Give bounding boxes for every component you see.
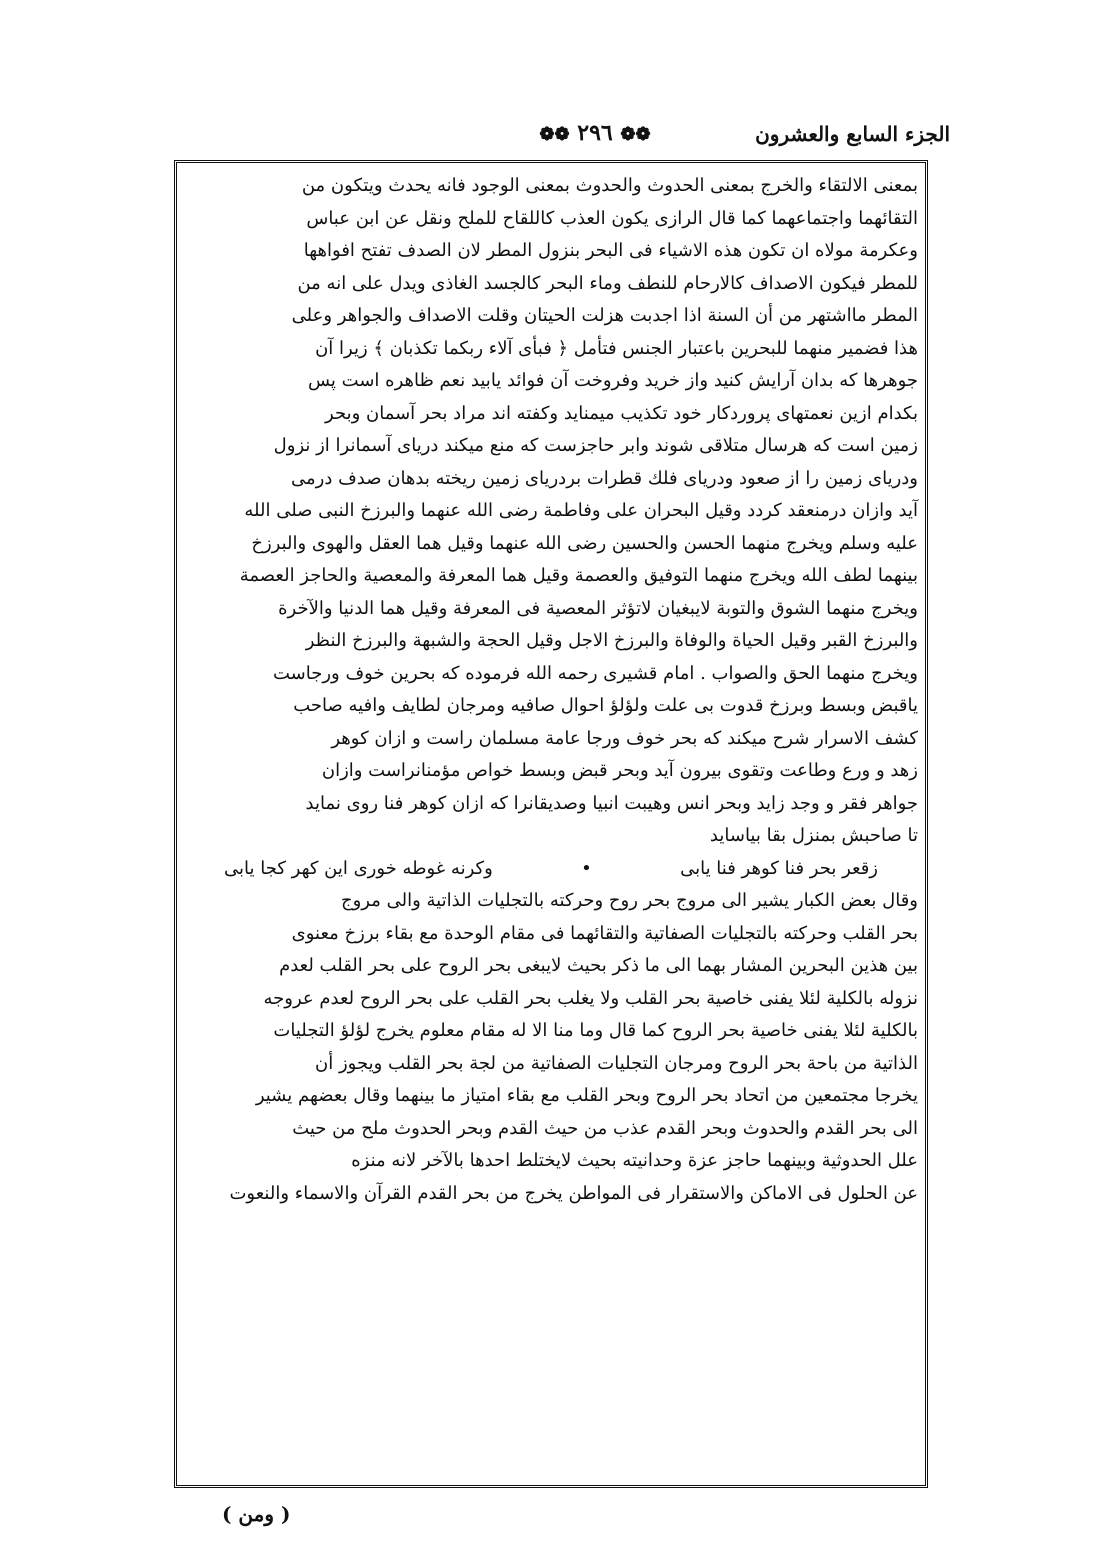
page-header [170,118,950,158]
catchword: ( ومن ) [222,1502,291,1526]
text-line: جوهرها كه بدان آرايش كنيد واز خريد وفروخت آن فوائد يابيد نعم ظاهره است پس [307,370,918,391]
hemistich-left: وكرنه غوطه خورى اين كهر كجا يابى [224,857,493,879]
text-line: جواهر فقر و وجد زايد وبحر انس وهيبت انبيا وصديقانرا كه ازان كوهر فنا روى نمايد [305,792,918,814]
text-line: وعكرمة مولاه ان تكون هذه الاشياء فى البحر بنزول المطر لان الصدف تفتح افواهها [303,240,918,261]
text-line: زهد و ورع وطاعت وتقوى بيرون آيد وبحر قبض وبسط خواص مؤمنانراست وازان [321,760,918,781]
verse-separator: • [581,857,592,879]
text-line: ياقبض وبسط وبرزخ قدوت بى علت ولؤلؤ احوال صافيه ومرجان لطايف وافيه صاحب [293,695,918,716]
text-line: علل الحدوثية وبينهما حاجز عزة وحدانيته بحيث لايختلط احدها بالآخر لانه منزه [351,1150,918,1171]
poem-verse [184,853,918,886]
text-line: زمين است كه هرسال متلاقى شوند وابر حاجزست كه منع ميكند درياى آسمانرا از نزول [273,435,918,456]
text-line: ويخرج منهما الشوق والتوبة لايبغيان لاتؤثر المعصية فى المعرفة وقيل هما الدنيا والآخرة [278,597,918,619]
page-number [510,120,680,146]
text-line: التقائهما واجتماعهما كما قال الرازى يكون العذب كاللقاح للملح ونقل عن ابن عباس [306,207,918,229]
text-line: كشف الاسرار شرح ميكند كه بحر خوف ورجا عامة مسلمان راست و ازان كوهر [331,727,918,749]
text-line: عن الحلول فى الاماكن والاستقرار فى المواطن يخرج من بحر القدم القرآن والاسماء والنعوت [229,1182,918,1204]
ornament-right-icon: ❁❁ [539,124,570,145]
text-line: بكدام ازين نعمتهاى پروردكار خود تكذيب ميمنايد وكفته اند مراد بحر آسمان وبحر [325,402,918,424]
text-line: بمعنى الالتقاء والخرج بمعنى الحدوث والحدوث بمعنى الوجود فانه يحدث ويتكون من [301,175,918,196]
text-line: بالكلية لئلا يفنى خاصية بحر الروح كما قال وما منا الا له مقام معلوم يخرج لؤلؤ التجليات [273,1020,918,1041]
text-line: ويخرج منهما الحق والصواب . امام قشيرى رحمه الله فرموده كه بحرين خوف ورجاست [273,662,918,684]
text-line: هذا فضمير منهما للبحرين باعتبار الجنس فتأمل ﴿ فبأى آلاء ربكما تكذبان ﴾ زيرا آن [315,337,918,359]
text-line: بين هذين البحرين المشار بهما الى ما ذكر بحيث لايبغى بحر الروح على بحر القلب لعدم [279,955,918,976]
hemistich-right: زقعر بحر فنا كوهر فنا يابى [680,857,878,879]
text-line: الذاتية من باحة بحر الروح ومرجان التجليات الصفاتية من لجة بحر القلب ويجوز أن [315,1052,918,1074]
text-line: وقال بعض الكبار يشير الى مروج بحر روح وحركته بالتجليات الذاتية والى مروج [340,890,918,911]
text-line: بينهما لطف الله ويخرج منهما التوفيق والعصمة وقيل هما المعرفة والمعصية والحاجز العصمة [239,565,918,586]
text-line: نزوله بالكلية لئلا يفنى خاصية بحر القلب ولا يغلب بحر القلب على بحر الروح لعدم عروجه [263,987,918,1009]
text-line: يخرجا مجتمعين من اتحاد بحر الروح وبحر القلب مع بقاء امتياز ما بينهما وقال بعضهم يشير [255,1085,918,1106]
main-text [184,170,918,1558]
page-number-value: ٢٩٦ [577,120,613,146]
text-line: المطر مااشتهر من أن السنة اذا اجدبت هزلت الحيتان وقلت الاصداف والجواهر وعلى [291,305,918,326]
text-line: الى بحر القدم والحدوث وبحر القدم عذب من حيث القدم وبحر الحدوث ملح من حيث [292,1117,918,1139]
text-line: بحر القلب وحركته بالتجليات الصفاتية والتقائهما فى مقام الوحدة مع بقاء برزخ معنوى [291,922,918,944]
ornament-left-icon: ❁❁ [620,124,651,145]
text-line: للمطر فيكون الاصداف كالارحام للنطف وماء البحر كالجسد الغاذى ويدل على انه من [297,272,918,294]
text-line: تا صاحبش بمنزل بقا بياسايد [709,825,918,846]
text-line: عليه وسلم ويخرج منهما الحسن والحسين رضى الله عنهما وقيل هما العقل والهوى والبرزخ [251,532,918,554]
text-line: والبرزخ القبر وقيل الحياة والوفاة والبرزخ الاجل وقيل الحجة والشبهة والبرزخ النظر [305,630,918,651]
text-line: ودرياى زمين را از صعود ودرياى فلك قطرات بردرياى زمين ريخته بدهان صدف درمى [291,467,918,489]
text-line: آيد وازان درمنعقد كردد وقيل البحران على وفاطمة رضى الله عنهما والبرزخ النبى صلى الله [244,500,918,521]
running-title: الجزء السابع والعشرون [755,122,950,146]
